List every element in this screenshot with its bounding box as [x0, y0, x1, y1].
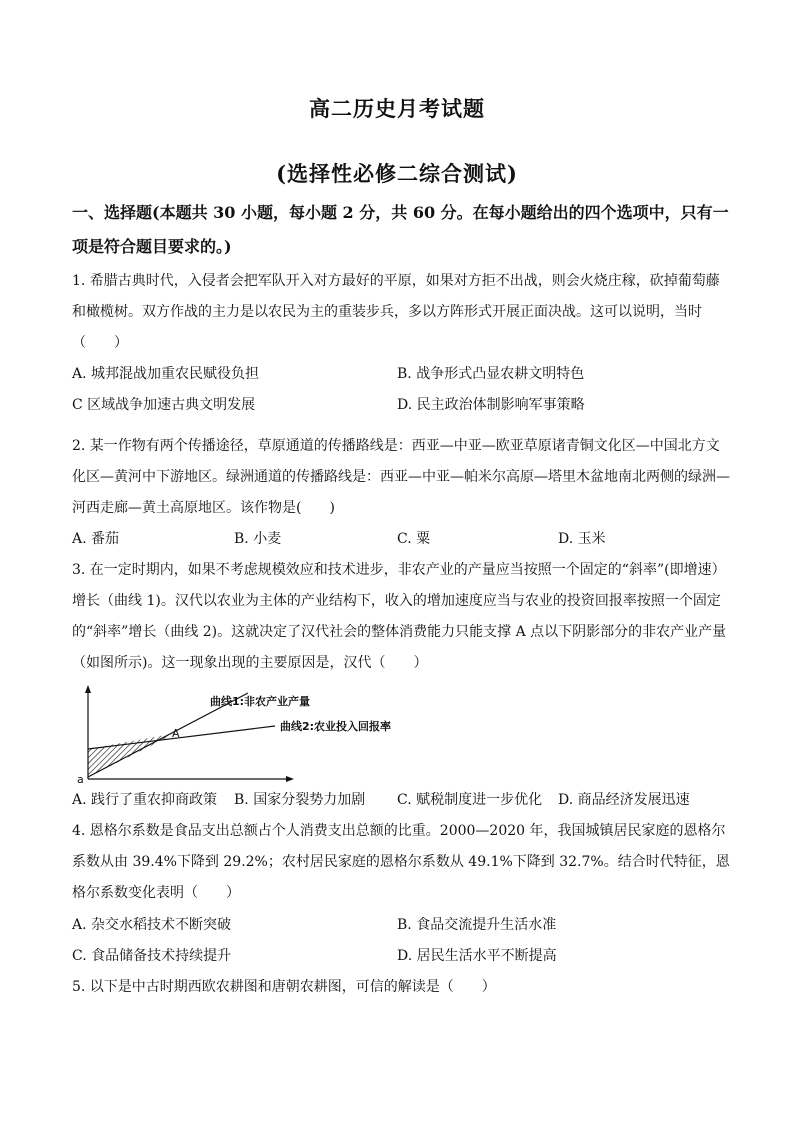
curve-1-label: 曲线1:非农产业产量 — [210, 695, 311, 708]
question-2-options-row — [72, 524, 732, 555]
q2-option-a: A. 番茄 — [72, 531, 120, 547]
curve-2-label: 曲线2:农业投入回报率 — [280, 720, 392, 733]
question-3-stem: 3. 在一定时期内，如果不考虑规模效应和技术进步，非农产业的产量应当按照一个固定的“斜率”(即增速）增长（曲线 1)。汉代以农业为主体的产业结构下，收入的增加速度应当与农业的投资回报率按照一个固定的“斜率”增长（曲线 2)。这就决定了汉代社会的整体消费能力只能支撑 A 点以下阴影部分的非农产业产量（如图所示)。这一现象出现的主要原因是，汉代（ ） — [72, 562, 727, 671]
question-1-stem: 1. 希腊古典时代，入侵者会把军队开入对方最好的平原，如果对方拒不出战，则会火烧庄稼，砍掉葡萄藤和橄榄树。双方作战的主力是以农民为主的重装步兵，多以方阵形式开展正面决战。这可以说明，当时（ ） — [72, 273, 720, 351]
q1-option-d: D. 民主政治体制影响军事策略 — [397, 397, 585, 413]
q2-option-c: C. 粟 — [397, 531, 431, 547]
q1-option-c: C 区域战争加速古典文明发展 — [72, 397, 256, 413]
origin-label: a — [77, 773, 84, 785]
q4-option-d: D. 居民生活水平不断提高 — [397, 948, 557, 964]
question-4-stem: 4. 恩格尔系数是食品支出总额占个人消费支出总额的比重。2000—2020 年，我国城镇居民家庭的恩格尔系数从由 39.4%下降到 29.2%；农村居民家庭的恩格尔系数从 49.1%下降到 32.7%。结合时代特征，恩格尔系数变化表明（ ） — [72, 823, 730, 901]
question-5-stem: 5. 以下是中古时期西欧农耕图和唐朝农耕图，可信的解读是（ ） — [72, 979, 496, 995]
point-a-label: A — [172, 727, 180, 740]
y-axis-arrow-icon — [85, 685, 91, 693]
q2-option-b: B. 小麦 — [234, 531, 282, 547]
q1-option-a: A. 城邦混战加重农民赋役负担 — [72, 366, 260, 382]
q3-figure-diagram — [70, 685, 430, 785]
q1-option-b: B. 战争形式凸显农耕文明特色 — [397, 366, 585, 382]
q3-option-b: B. 国家分裂势力加剧 — [234, 792, 366, 808]
question-1-options-row-1 — [72, 359, 732, 390]
question-1-options-row-2 — [72, 390, 732, 421]
curve-2-line — [88, 726, 275, 749]
question-4-options-row-2 — [72, 941, 732, 972]
x-axis-arrow-icon — [286, 776, 294, 782]
page-title: 高二历史月考试题 — [309, 96, 485, 121]
q2-option-d: D. 玉米 — [558, 531, 606, 547]
q4-option-c: C. 食品储备技术持续提升 — [72, 948, 232, 964]
q3-option-d: D. 商品经济发展迅速 — [558, 792, 690, 808]
q4-option-a: A. 杂交水稻技术不断突破 — [72, 917, 232, 933]
section-heading: 一、选择题(本题共 30 小题，每小题 2 分，共 60 分。在每小题给出的四个选项中，只有一项是符合题目要求的。) — [72, 203, 729, 256]
q3-option-c: C. 赋税制度进一步优化 — [397, 792, 543, 808]
q4-option-b: B. 食品交流提升生活水准 — [397, 917, 557, 933]
page-subtitle: (选择性必修二综合测试) — [276, 161, 518, 186]
question-3-options-row — [72, 785, 732, 816]
question-4-options-row-1 — [72, 910, 732, 941]
q3-option-a: A. 践行了重农抑商政策 — [72, 792, 218, 808]
question-2-stem: 2. 某一作物有两个传播途径，草原通道的传播路线是：西亚—中亚—欧亚草原诸青铜文化区—中国北方文化区—黄河中下游地区。绿洲通道的传播路线是：西亚—中亚—帕米尔高原—塔里木盆地南北两侧的绿洲—河西走廊—黄土高原地区。该作物是( ) — [72, 438, 730, 516]
